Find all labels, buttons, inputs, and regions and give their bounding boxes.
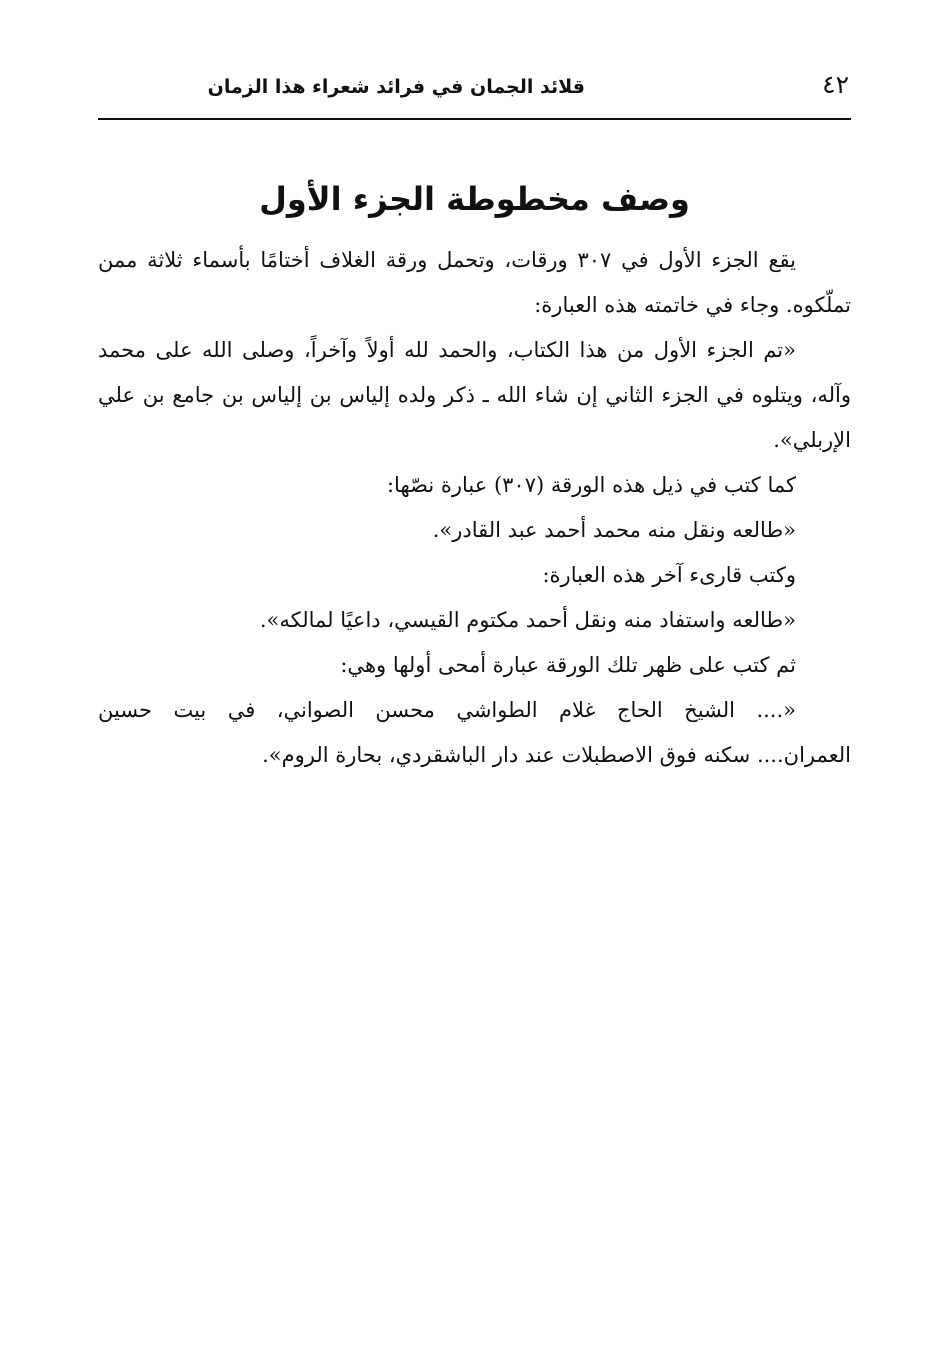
- text-line: تملّكوه. وجاء في خاتمته هذه العبارة:: [534, 293, 851, 317]
- text-line: «تم الجزء الأول من هذا الكتاب، والحمد لله أولاً وآخراً، وصلى الله على محمد: [98, 338, 796, 362]
- text-line: كما كتب في ذيل هذه الورقة (٣٠٧) عبارة نصّها:: [386, 473, 796, 497]
- text-line: وكتب قارىء آخر هذه العبارة:: [542, 563, 796, 587]
- text-line: «.... الشيخ الحاج غلام الطواشي محسن الصواني، في بيت حسين: [98, 698, 796, 722]
- page-number: ٤٢: [822, 70, 849, 99]
- text-line: «طالعه ونقل منه محمد أحمد عبد القادر».: [432, 518, 796, 542]
- running-header: [98, 66, 849, 110]
- section-heading: وصف مخطوطة الجزء الأول: [259, 180, 690, 218]
- text-line: وآله، ويتلوه في الجزء الثاني إن شاء الله ـ ذكر ولده إلياس بن إلياس بن جامع بن علي: [98, 383, 851, 407]
- text-line: ثم كتب على ظهر تلك الورقة عبارة أمحى أولها وهي:: [340, 653, 796, 677]
- body-text: [98, 238, 851, 778]
- text-line: الإربلي».: [773, 428, 851, 452]
- header-divider: [98, 118, 851, 120]
- book-title: قلائد الجمان في فرائد شعراء هذا الزمان: [207, 76, 585, 98]
- text-line: «طالعه واستفاد منه ونقل أحمد مكتوم القيسي، داعيًا لمالكه».: [259, 608, 796, 632]
- text-line: العمران.... سكنه فوق الاصطبلات عند دار الباشقردي، بحارة الروم».: [262, 743, 851, 767]
- text-line: يقع الجزء الأول في ٣٠٧ ورقات، وتحمل ورقة الغلاف أختامًا بأسماء ثلاثة ممن: [98, 248, 796, 272]
